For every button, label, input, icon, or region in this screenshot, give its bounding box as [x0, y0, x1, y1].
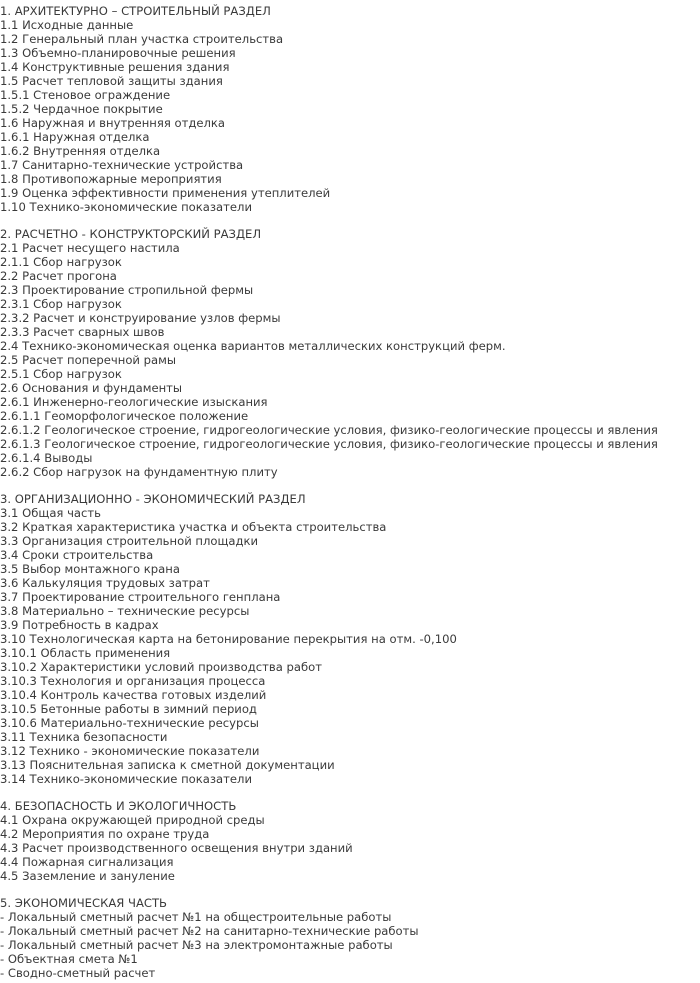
list-item: 2.5 Расчет поперечной рамы: [0, 353, 177, 367]
list-item: 2.6.2 Сбор нагрузок на фундаментную плиту: [0, 465, 278, 479]
section-2: [0, 227, 700, 479]
list-item: 1.3 Объемно-планировочные решения: [0, 46, 236, 60]
list-item: - Локальный сметный расчет №3 на электромонтажные работы: [0, 938, 393, 952]
list-item: 1.1 Исходные данные: [0, 18, 134, 32]
section-spacer: [0, 786, 700, 799]
list-item: 2.6.1 Инженерно-геологические изыскания: [0, 395, 268, 409]
table-of-contents: [0, 4, 700, 980]
list-item: 2.2 Расчет прогона: [0, 269, 117, 283]
list-item: 1.5.1 Стеновое ограждение: [0, 88, 171, 102]
section-title: 4. БЕЗОПАСНОСТЬ И ЭКОЛОГИЧНОСТЬ: [0, 799, 237, 813]
list-item: 3.13 Пояснительная записка к сметной документации: [0, 758, 335, 772]
list-item: 3.7 Проектирование строительного генплана: [0, 590, 281, 604]
list-item: 3.12 Технико - экономические показатели: [0, 744, 260, 758]
section-1: [0, 4, 700, 214]
list-item: 1.5 Расчет тепловой защиты здания: [0, 74, 223, 88]
list-item: 3.5 Выбор монтажного крана: [0, 562, 180, 576]
list-item: 3.14 Технико-экономические показатели: [0, 772, 252, 786]
list-item: 1.10 Технико-экономические показатели: [0, 200, 252, 214]
list-item: 2.1.1 Сбор нагрузок: [0, 255, 122, 269]
list-item: 3.4 Сроки строительства: [0, 548, 154, 562]
list-item: 3.3 Организация строительной площадки: [0, 534, 259, 548]
list-item: 3.2 Краткая характеристика участка и объекта строительства: [0, 520, 387, 534]
list-item: 3.10.1 Область применения: [0, 646, 171, 660]
list-item: 3.6 Калькуляция трудовых затрат: [0, 576, 210, 590]
list-item: 3.11 Техника безопасности: [0, 730, 168, 744]
list-item: - Локальный сметный расчет №2 на санитарно-технические работы: [0, 924, 419, 938]
list-item: 4.5 Заземление и зануление: [0, 869, 175, 883]
list-item: 4.3 Расчет производственного освещения внутри зданий: [0, 841, 353, 855]
list-item: 2.6.1.3 Геологическое строение, гидрогеологические условия, физико-геологические процессы и явления: [0, 437, 658, 451]
section-spacer: [0, 214, 700, 227]
list-item: 3.8 Материально – технические ресурсы: [0, 604, 250, 618]
list-item: 1.2 Генеральный план участка строительства: [0, 32, 284, 46]
list-item: 1.7 Санитарно-технические устройства: [0, 158, 244, 172]
list-item: 2.3 Проектирование стропильной фермы: [0, 283, 254, 297]
list-item: 2.4 Технико-экономическая оценка вариантов металлических конструкций ферм.: [0, 339, 506, 353]
list-item: 2.3.2 Расчет и конструирование узлов фермы: [0, 311, 281, 325]
section-spacer: [0, 479, 700, 492]
section-3: [0, 492, 700, 786]
section-title: 3. ОРГАНИЗАЦИОННО - ЭКОНОМИЧЕСКИЙ РАЗДЕЛ: [0, 492, 306, 506]
list-item: 4.1 Охрана окружающей природной среды: [0, 813, 265, 827]
list-item: 1.6.1 Наружная отделка: [0, 130, 150, 144]
section-title: 1. АРХИТЕКТУРНО – СТРОИТЕЛЬНЫЙ РАЗДЕЛ: [0, 4, 271, 18]
section-title: 5. ЭКОНОМИЧЕСКАЯ ЧАСТЬ: [0, 896, 167, 910]
list-item: 1.8 Противопожарные мероприятия: [0, 172, 222, 186]
section-4: [0, 799, 700, 883]
list-item: 1.5.2 Чердачное покрытие: [0, 102, 163, 116]
list-item: 1.6 Наружная и внутренняя отделка: [0, 116, 226, 130]
list-item: 1.4 Конструктивные решения здания: [0, 60, 230, 74]
list-item: - Объектная смета №1: [0, 952, 138, 966]
list-item: 1.9 Оценка эффективности применения утеплителей: [0, 186, 331, 200]
list-item: 3.10.6 Материально-технические ресурсы: [0, 716, 259, 730]
list-item: 2.6.1.1 Геоморфологическое положение: [0, 409, 249, 423]
list-item: 1.6.2 Внутренняя отделка: [0, 144, 161, 158]
list-item: 3.10 Технологическая карта на бетонирование перекрытия на отм. -0,100: [0, 632, 457, 646]
list-item: 2.3.3 Расчет сварных швов: [0, 325, 165, 339]
list-item: 2.3.1 Сбор нагрузок: [0, 297, 122, 311]
section-title: 2. РАСЧЕТНО - КОНСТРУКТОРСКИЙ РАЗДЕЛ: [0, 227, 262, 241]
list-item: - Сводно-сметный расчет: [0, 966, 156, 980]
list-item: 3.10.4 Контроль качества готовых изделий: [0, 688, 267, 702]
list-item: - Локальный сметный расчет №1 на общестроительные работы: [0, 910, 392, 924]
section-5: [0, 896, 700, 980]
list-item: 2.6.1.2 Геологическое строение, гидрогеологические условия, физико-геологические процессы и явления: [0, 423, 658, 437]
list-item: 3.9 Потребность в кадрах: [0, 618, 159, 632]
list-item: 2.5.1 Сбор нагрузок: [0, 367, 122, 381]
list-item: 3.10.2 Характеристики условий производства работ: [0, 660, 322, 674]
list-item: 4.2 Мероприятия по охране труда: [0, 827, 210, 841]
list-item: 2.6.1.4 Выводы: [0, 451, 93, 465]
list-item: 3.1 Общая часть: [0, 506, 101, 520]
list-item: 2.6 Основания и фундаменты: [0, 381, 183, 395]
list-item: 3.10.5 Бетонные работы в зимний период: [0, 702, 257, 716]
section-spacer: [0, 883, 700, 896]
list-item: 4.4 Пожарная сигнализация: [0, 855, 174, 869]
list-item: 2.1 Расчет несущего настила: [0, 241, 180, 255]
list-item: 3.10.3 Технология и организация процесса: [0, 674, 266, 688]
